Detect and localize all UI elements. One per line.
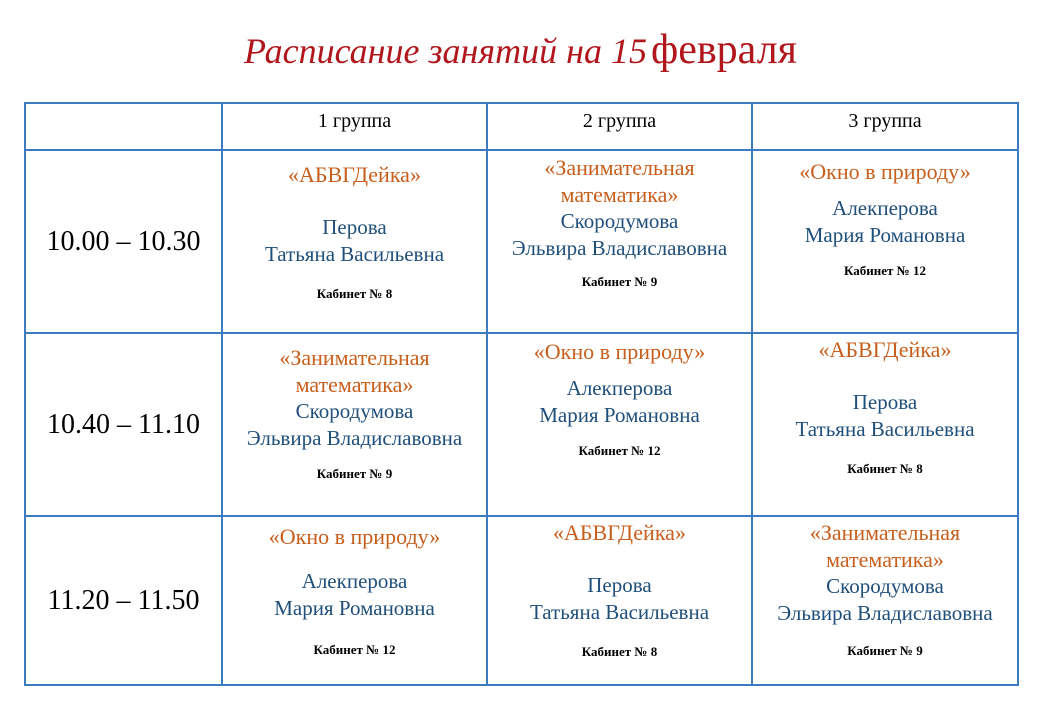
lesson-cell	[222, 516, 487, 685]
subject-line: математика»	[826, 547, 944, 572]
teacher-surname: Алекперова	[566, 376, 673, 400]
schedule-row-2	[25, 333, 1018, 516]
subject-line: «АБВГДейка»	[818, 337, 952, 362]
subject-line: математика»	[560, 182, 679, 207]
subject-line: «Окно в природу»	[799, 159, 971, 184]
header-row	[25, 103, 1018, 150]
subject-line: «Окно в природу»	[268, 524, 441, 549]
teacher-name: Татьяна Васильевна	[264, 242, 445, 266]
subject-line: «Занимательная	[544, 155, 695, 180]
teacher-name: Мария Романовна	[804, 223, 966, 247]
teacher-name: Татьяна Васильевна	[795, 417, 975, 441]
lesson-cell	[752, 150, 1018, 333]
lesson-cell	[487, 516, 752, 685]
teacher-name: Татьяна Васильевна	[529, 600, 710, 624]
lesson-cell	[487, 333, 752, 516]
teacher-surname: Скородумова	[295, 399, 414, 423]
room-label: Кабинет № 12	[578, 443, 661, 458]
teacher-surname: Перова	[587, 573, 652, 597]
title-main-text: Расписание занятий на 15	[244, 31, 647, 71]
teacher-surname: Скородумова	[560, 209, 679, 233]
teacher-surname: Перова	[322, 215, 387, 239]
teacher-name: Мария Романовна	[274, 596, 435, 620]
room-label: Кабинет № 12	[844, 263, 926, 278]
teacher-name: Мария Романовна	[539, 403, 700, 427]
header-empty-cell	[25, 103, 222, 150]
room-label: Кабинет № 9	[847, 643, 923, 658]
room-label: Кабинет № 12	[313, 642, 396, 657]
header-group-3: 3 группа	[752, 103, 1018, 150]
subject-line: «Занимательная	[809, 520, 961, 545]
room-label: Кабинет № 8	[847, 461, 923, 476]
teacher-surname: Перова	[852, 390, 918, 414]
time-slot: 11.20 – 11.50	[25, 516, 222, 685]
room-label: Кабинет № 9	[581, 274, 658, 289]
title-month: февраля	[651, 27, 797, 73]
room-label: Кабинет № 8	[581, 644, 658, 659]
teacher-name: Эльвира Владиславовна	[777, 601, 993, 625]
lesson-cell	[487, 150, 752, 333]
time-slot: 10.40 – 11.10	[25, 333, 222, 516]
room-label: Кабинет № 8	[316, 286, 393, 301]
schedule-table	[24, 102, 1019, 686]
teacher-name: Эльвира Владиславовна	[246, 426, 463, 450]
teacher-surname: Алекперова	[832, 196, 938, 220]
header-group-2: 2 группа	[487, 103, 752, 150]
subject-line: математика»	[295, 372, 414, 397]
teacher-surname: Скородумова	[826, 574, 944, 598]
page-title	[0, 26, 1041, 74]
schedule-row-3	[25, 516, 1018, 685]
lesson-cell	[222, 150, 487, 333]
teacher-surname: Алекперова	[301, 569, 408, 593]
schedule-row-1	[25, 150, 1018, 333]
time-slot: 10.00 – 10.30	[25, 150, 222, 333]
lesson-cell	[222, 333, 487, 516]
subject-line: «Занимательная	[279, 345, 430, 370]
room-label: Кабинет № 9	[316, 466, 393, 481]
subject-line: «АБВГДейка»	[288, 162, 421, 187]
lesson-cell	[752, 516, 1018, 685]
subject-line: «АБВГДейка»	[553, 520, 686, 545]
lesson-cell	[752, 333, 1018, 516]
subject-line: «Окно в природу»	[533, 339, 706, 364]
header-group-1: 1 группа	[222, 103, 487, 150]
teacher-name: Эльвира Владиславовна	[511, 236, 728, 260]
